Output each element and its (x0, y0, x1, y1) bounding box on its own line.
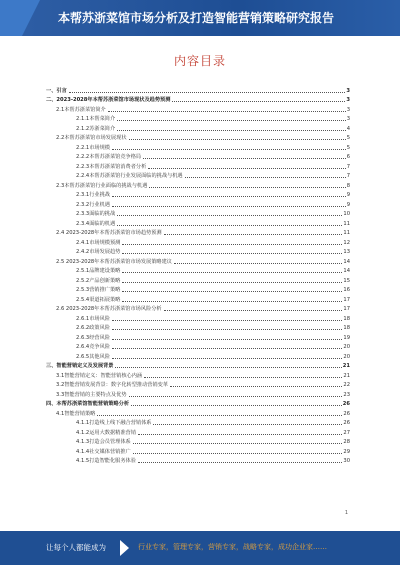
toc-entry-page: 27 (343, 429, 350, 436)
toc-entry-title: 二、2023-2028年本帮苏浙菜馆市场现状及趋势预测 (46, 97, 171, 103)
toc-entry-title: 2.3.4面临的机遇 (76, 220, 116, 227)
toc-entry-page: 7 (346, 163, 350, 170)
toc-entry-page: 3 (346, 97, 350, 103)
toc-entry[interactable] (46, 170, 350, 180)
dot-leader (122, 282, 342, 283)
dot-leader (117, 215, 342, 216)
toc-entry[interactable] (46, 265, 350, 275)
toc-entry-page: 26 (343, 420, 350, 426)
toc-entry-title: 2.1.2苏浙菜简介 (76, 125, 116, 132)
toc-entry[interactable] (46, 331, 350, 341)
toc-entry[interactable] (46, 445, 350, 455)
toc-entry-page: 16 (343, 287, 350, 293)
footer-tagline: 行业专家，管理专家，营销专家，战略专家，成功企业家…… (138, 543, 327, 551)
dot-leader (97, 415, 342, 416)
dot-leader (170, 386, 342, 387)
toc-entry-title: 2.2本帮苏浙菜馆市场发展现状 (56, 135, 127, 141)
toc-entry-page: 23 (343, 391, 350, 398)
toc-entry[interactable] (46, 151, 350, 161)
toc-entry-page: 8 (346, 182, 350, 189)
dot-leader (112, 358, 342, 359)
toc-entry[interactable] (46, 398, 350, 408)
toc-entry-title: 2.3.2行业机遇 (76, 201, 110, 208)
dot-leader (144, 377, 342, 378)
toc-entry[interactable] (46, 132, 350, 142)
toc-entry[interactable] (46, 388, 350, 398)
toc-entry[interactable] (46, 284, 350, 294)
toc-entry[interactable] (46, 350, 350, 360)
toc-entry-title: 2.3本帮苏浙菜馆行业面临的挑战与机遇 (56, 182, 148, 189)
toc-entry-title: 2.6.4竞争风险 (76, 344, 110, 350)
dot-leader (122, 291, 342, 292)
toc-heading: 内容目录 (173, 54, 226, 68)
toc-entry[interactable] (46, 293, 350, 303)
toc-entry-page: 6 (346, 154, 350, 160)
toc-entry-title: 4.1.4社交媒体营销推广 (76, 448, 131, 455)
toc-entry[interactable] (46, 217, 350, 227)
toc-entry-title: 2.2.1市场规模 (76, 144, 110, 151)
toc-entry-title: 2.6.5其他风险 (76, 353, 110, 360)
toc-entry-page: 9 (346, 192, 350, 198)
toc-entry-title: 4.1.1打造线上线下融合营销体系 (76, 420, 152, 426)
toc-entry-title: 4.1智能营销策略 (56, 410, 96, 417)
toc-entry-title: 2.5.2产品创新策略 (76, 277, 121, 284)
page-header (0, 0, 400, 36)
dot-leader (122, 301, 342, 302)
toc-entry[interactable] (46, 103, 350, 113)
footer-slogan: 让每个人都能成为 (46, 543, 106, 552)
toc-entry[interactable] (46, 369, 350, 379)
dot-leader (112, 149, 346, 150)
toc-entry-page: 10 (343, 211, 350, 217)
toc-entry-title: 2.6 2023-2028年本帮苏浙菜馆市场风险分析 (56, 306, 162, 312)
table-of-contents (46, 84, 350, 464)
toc-entry[interactable] (46, 436, 350, 446)
dot-leader (185, 177, 346, 178)
report-title: 本帮苏浙菜馆市场分析及打造智能营销策略研究报告 (58, 11, 335, 25)
toc-entry[interactable] (46, 189, 350, 199)
dot-leader (69, 92, 346, 93)
toc-entry-title: 2.4.1市场规模预测 (76, 239, 121, 246)
toc-entry[interactable] (46, 208, 350, 218)
toc-entry[interactable] (46, 94, 350, 104)
dot-leader (129, 139, 346, 140)
toc-entry[interactable] (46, 322, 350, 332)
dot-leader (117, 225, 342, 226)
toc-entry[interactable] (46, 84, 350, 94)
dot-leader (133, 453, 343, 454)
toc-entry-title: 2.5.1品牌建设策略 (76, 268, 121, 274)
toc-entry-page: 5 (346, 135, 350, 141)
page-number: 1 (344, 510, 348, 516)
toc-entry-title: 2.4.2市场发展趋势 (76, 249, 121, 255)
dot-leader (108, 111, 346, 112)
toc-entry[interactable] (46, 113, 350, 123)
toc-entry[interactable] (46, 160, 350, 170)
toc-entry-title: 4.1.5打造智能化服务体验 (76, 458, 136, 464)
dot-leader (164, 234, 343, 235)
toc-entry[interactable] (46, 141, 350, 151)
toc-entry-page: 9 (346, 201, 350, 208)
toc-entry[interactable] (46, 426, 350, 436)
dot-leader (172, 101, 345, 102)
toc-entry-title: 2.1.1本帮菜简介 (76, 116, 116, 122)
toc-entry-title: 2.4 2023-2028年本帮苏浙菜馆市场趋势预测 (56, 230, 162, 236)
toc-entry-page: 14 (343, 268, 350, 274)
toc-entry-title: 3.3智能营销的主要特点及优势 (56, 391, 127, 398)
toc-entry-page: 3 (346, 87, 350, 94)
toc-entry-title: 2.5.3营销推广策略 (76, 287, 121, 293)
toc-entry-title: 2.5 2023-2028年本帮苏浙菜馆市场发展策略建议 (56, 258, 172, 265)
toc-entry-page: 11 (343, 230, 350, 236)
toc-entry[interactable] (46, 379, 350, 389)
dot-leader (131, 405, 342, 406)
toc-entry[interactable] (46, 341, 350, 351)
toc-entry[interactable] (46, 455, 350, 465)
toc-entry-title: 一、引言 (46, 87, 67, 94)
toc-entry-page: 29 (343, 448, 350, 455)
toc-entry[interactable] (46, 303, 350, 313)
toc-entry-page: 3 (346, 106, 350, 113)
toc-entry-title: 2.2.2本帮苏浙菜馆竞争格局 (76, 154, 142, 160)
dot-leader (112, 348, 342, 349)
dot-leader (112, 320, 342, 321)
dot-leader (153, 424, 342, 425)
toc-entry[interactable] (46, 246, 350, 256)
toc-entry[interactable] (46, 255, 350, 265)
toc-entry-page: 21 (342, 363, 350, 369)
header-accent-shape (0, 0, 40, 36)
toc-entry[interactable] (46, 407, 350, 417)
dot-leader (148, 168, 345, 169)
toc-entry-page: 7 (346, 173, 350, 179)
triangle-arrow-icon (120, 540, 129, 556)
toc-entry-title: 四、本帮苏浙菜馆智能营销策略分析 (46, 401, 130, 407)
toc-entry-page: 20 (343, 353, 350, 360)
toc-entry-title: 2.6.3经营风险 (76, 334, 110, 341)
dot-leader (122, 253, 342, 254)
dot-leader (112, 339, 342, 340)
toc-entry-title: 4.1.2运用大数据精准营销 (76, 429, 136, 436)
toc-entry-title: 3.1智能营销定义：智能营销核心内涵 (56, 372, 143, 379)
toc-entry-page: 17 (343, 306, 350, 312)
toc-entry[interactable] (46, 236, 350, 246)
toc-entry-page: 14 (343, 258, 350, 265)
toc-entry[interactable] (46, 312, 350, 322)
toc-entry-page: 26 (343, 410, 350, 417)
toc-entry-page: 20 (343, 344, 350, 350)
toc-entry-title: 2.5.4渠道拓展策略 (76, 296, 121, 303)
toc-entry-page: 12 (343, 239, 350, 246)
dot-leader (117, 120, 346, 121)
toc-entry-page: 17 (343, 296, 350, 303)
toc-entry-title: 2.3.1行业挑战 (76, 192, 110, 198)
dot-leader (122, 272, 342, 273)
toc-entry-page: 18 (343, 325, 350, 331)
page-footer (0, 531, 400, 565)
toc-entry-page: 4 (346, 125, 350, 132)
toc-entry-page: 22 (343, 382, 350, 388)
dot-leader (149, 187, 345, 188)
toc-entry-page: 11 (343, 220, 350, 227)
dot-leader (112, 329, 342, 330)
toc-entry-title: 2.1本帮苏浙菜馆简介 (56, 106, 106, 113)
toc-entry-page: 18 (343, 315, 350, 322)
dot-leader (117, 130, 346, 131)
dot-leader (122, 244, 342, 245)
toc-entry[interactable] (46, 417, 350, 427)
toc-entry-title: 2.6.1市场风险 (76, 315, 110, 322)
dot-leader (115, 367, 341, 368)
toc-entry[interactable] (46, 122, 350, 132)
toc-entry-title: 2.3.3面临的挑战 (76, 211, 116, 217)
toc-entry-title: 2.2.3本帮苏浙菜馆消费者分析 (76, 163, 147, 170)
toc-entry-title: 4.1.3打造会员管理体系 (76, 439, 131, 445)
dot-leader (143, 158, 346, 159)
dot-leader (112, 206, 346, 207)
toc-entry-title: 三、智能营销定义及发展背景 (46, 363, 114, 369)
toc-entry[interactable] (46, 360, 350, 370)
toc-entry-title: 2.2.4本帮苏浙菜馆行业发展面临的挑战与机遇 (76, 173, 183, 179)
toc-entry-page: 28 (343, 439, 350, 445)
toc-entry-page: 21 (343, 372, 350, 379)
toc-entry-page: 5 (346, 144, 350, 151)
toc-entry[interactable] (46, 198, 350, 208)
dot-leader (174, 263, 342, 264)
toc-entry[interactable] (46, 274, 350, 284)
toc-entry-page: 30 (343, 458, 350, 464)
toc-entry-page: 26 (342, 401, 350, 407)
dot-leader (138, 462, 343, 463)
toc-entry-page: 3 (346, 116, 350, 122)
dot-leader (133, 443, 343, 444)
dot-leader (112, 196, 346, 197)
toc-entry[interactable] (46, 227, 350, 237)
toc-entry-title: 2.6.2政策风险 (76, 325, 110, 331)
dot-leader (129, 396, 343, 397)
toc-entry-page: 13 (343, 249, 350, 255)
dot-leader (138, 434, 343, 435)
toc-entry[interactable] (46, 179, 350, 189)
toc-entry-page: 19 (343, 334, 350, 341)
toc-entry-title: 3.2智能营销发展背景：数字化转型推动营销变革 (56, 382, 169, 388)
toc-entry-page: 15 (343, 277, 350, 284)
dot-leader (164, 310, 343, 311)
